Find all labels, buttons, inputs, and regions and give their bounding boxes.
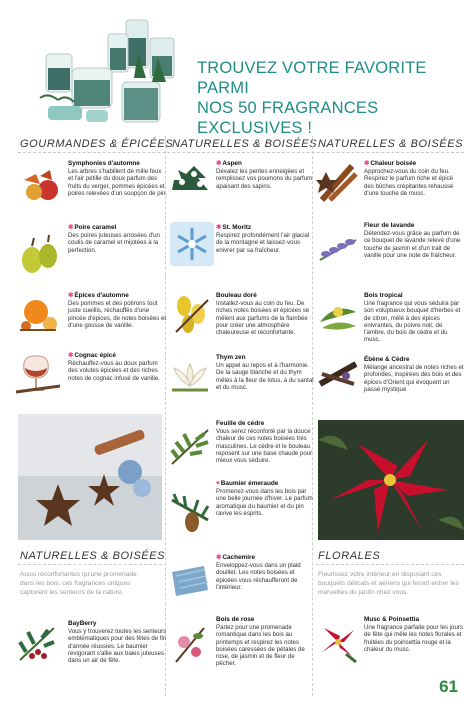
ebony-wood-icon: [316, 354, 360, 394]
fragrance-description: Partez pour une promenade romantique dans les bois au printemps et respirez les notes boisées caressées de pétales de rose, de jasmin et de fleur de pêcher.: [216, 624, 305, 668]
fragrance-thym: [216, 354, 316, 391]
candles-photo: [38, 8, 186, 128]
fragrance-name: Symphonies d'automne: [68, 160, 140, 167]
fragrance-name: Poire caramel: [74, 224, 117, 231]
fragrance-moritz: [216, 224, 316, 254]
fragrance-poire: [68, 224, 168, 254]
lotus-icon: [168, 356, 212, 396]
fragrance-chaleur: [364, 160, 464, 197]
fragrance-description: Des poires juteuses arrosées d'un coulis de caramel et mijotées à la perfection.: [68, 232, 160, 254]
column-title-naturelles-1: NATURELLES & BOISÉES: [172, 138, 318, 150]
heart-icon: ♥: [216, 480, 220, 487]
star-icon: ✱: [68, 352, 74, 359]
section-divider: [316, 564, 464, 565]
fragrance-description: Des pommes et des potirons tout juste cueillis, réchauffés d'une pincée d'épices, de notes boisées et d'une gousse de vanille.: [68, 300, 167, 329]
fragrance-symphonies: [68, 160, 168, 197]
fragrance-name: Aspen: [222, 160, 242, 167]
fragrance-name: Épices d'automne: [74, 292, 129, 299]
fragrance-name: BayBerry: [68, 620, 97, 627]
fragrance-tropical: [364, 292, 464, 344]
fragrance-name: Bois tropical: [364, 292, 403, 299]
section-title-naturelles: NATURELLES & BOISÉES: [20, 550, 166, 562]
fragrance-name: Cachemire: [222, 554, 256, 561]
fragrance-lavande: [364, 222, 464, 259]
pine-snow-icon: [168, 160, 212, 200]
column-divider: [312, 136, 313, 696]
star-icon: ✱: [68, 292, 74, 299]
snowflake-icon: [170, 222, 214, 262]
header-divider: [18, 152, 464, 153]
fragrance-bouleau: [216, 292, 316, 336]
column-title-naturelles-2: NATURELLES & BOISÉES: [318, 138, 464, 150]
fragrance-epices: [68, 292, 168, 329]
cinnamon-sticks-icon: [316, 160, 360, 200]
fragrance-cognac: [68, 352, 168, 382]
rose-branch-icon: [168, 622, 212, 662]
star-anise-photo: [18, 414, 162, 540]
fragrance-name: Cognac épicé: [74, 352, 116, 359]
fragrance-baumier: [216, 480, 316, 517]
fragrance-name: Baumier émeraude: [220, 480, 279, 487]
fragrance-cedre: [216, 420, 316, 464]
fragrance-description: Respirez profondément l'air glacial de la montagne et laissez-vous enivrer par sa fraîcheur.: [216, 232, 310, 254]
star-icon: ✱: [364, 160, 370, 167]
lavender-icon: [316, 226, 360, 266]
pear-icon: [16, 232, 60, 272]
bayberry-icon: [14, 622, 58, 662]
page-title-line1: TROUVEZ VOTRE FAVORITE PARMI: [197, 59, 427, 97]
fragrance-rose: [216, 616, 316, 668]
fragrance-description: Un appel au repos et à l'harmonie. De la sauge blanche et du thym mêlés à la fleur de lotus, à du santal et du musc.: [216, 362, 314, 391]
fragrance-cachemire: [216, 554, 316, 591]
poinsettia-photo: [318, 420, 464, 540]
fragrance-name: Fleur de lavande: [364, 222, 415, 229]
fragrance-name: St. Moritz: [222, 224, 252, 231]
autumn-fruit-icon: [18, 166, 62, 206]
fragrance-description: Installez-vous au coin du feu. De riches notes boisées et épicées se mêlent aux parfums de la flambée pour créer une atmosphère chaleureuse et réconfortante.: [216, 300, 310, 337]
birch-leaves-icon: [170, 292, 214, 332]
fragrance-description: Détendez-vous grâce au parfum de ce bouquet de lavande relevé d'une touche de jasmin et d'un trait de vanille pour une note de fraîcheur.: [364, 230, 461, 259]
fragrance-description: Dévalez les pentes enneigées et remplissez vos poumons du parfum apaisant des sapins.: [216, 168, 313, 190]
page-title-line2: NOS 50 FRAGRANCES EXCLUSIVES !: [197, 99, 379, 137]
fragrance-bayberry: [68, 620, 168, 664]
section-divider: [18, 564, 162, 565]
cedar-branch-icon: [168, 424, 212, 464]
orange-spice-icon: [16, 294, 60, 334]
pine-cone-icon: [168, 490, 212, 530]
fragrance-description: Approchez-vous du coin du feu. Respirez le parfum riche et épicé des bûches crépitantes rehaussé d'une touche de musc.: [364, 168, 454, 197]
fragrance-description: Vous serez réconforté par la douce chaleur de ces notes boisées très masculines. Le cèdre et le bouleau reposent sur une base chaude pour mieux vous séduire.: [216, 428, 313, 465]
column-title-gourmandes: GOURMANDES & ÉPICÉES: [20, 138, 174, 150]
fragrance-musc: [364, 616, 464, 653]
fragrance-name: Bois de rose: [216, 616, 255, 623]
fragrance-name: Bouleau doré: [216, 292, 257, 299]
page-title: [197, 58, 467, 138]
star-icon: ✱: [216, 554, 222, 561]
page-number: 61: [439, 677, 458, 696]
section-intro-florales: Fleurissez votre intérieur en disposant ces bouquets délicats et aériens qui feront entrer les merveilles du jardin chez vous.: [318, 571, 459, 597]
fragrance-description: Vous y trouverez toutes les senteurs emblématiques pour des fêtes de fin d'année réussies. Le baumier revigorant s'allie aux baies juteuses dans un air de fête.: [68, 628, 167, 665]
section-intro-naturelles: Aussi réconfortantes qu'une promenade dans les bois, ces fragrances uniques capturent les senteurs de la nature.: [20, 571, 137, 597]
fragrance-name: Thym zen: [216, 354, 246, 361]
tropical-leaves-icon: [316, 292, 360, 332]
cognac-glass-icon: [14, 352, 58, 392]
fragrance-name: Ébène & Cèdre: [364, 356, 410, 363]
fragrance-name: Chaleur boisée: [370, 160, 417, 167]
fragrance-description: Mélange ancestral de notes riches et profondes, inspirées des bois et des épices d'Orient qui évoquent un passé mystique: [364, 364, 464, 393]
fragrance-aspen: [216, 160, 316, 190]
column-divider: [165, 136, 166, 696]
fragrance-name: Feuille de cèdre: [216, 420, 265, 427]
star-icon: ✱: [216, 224, 222, 231]
fragrance-description: Enveloppez-vous dans un plaid douillet. Les notes boisées et épicées vous réchaufferont de l'intérieur.: [216, 562, 301, 591]
section-title-florales: FLORALES: [318, 550, 381, 562]
fragrance-description: Une fragrance qui vous séduira par son voluptueux bouquet d'herbes et de citron, mêlé à des épices enivrantes, du poivre noir, de l'ambre, du bois de cèdre et du musc.: [364, 300, 461, 344]
cashmere-blanket-icon: [168, 560, 212, 600]
fragrance-ebene: [364, 356, 464, 393]
star-icon: ✱: [216, 160, 222, 167]
fragrance-description: Les arbres s'habillent de mille feux et l'air pétille du doux parfum des fruits du verger, pommes épicées et poires relevées d'un soupçon de pin.: [68, 168, 168, 197]
fragrance-description: Promenez-vous dans les bois par une belle journée d'hiver. Le parfum aromatique du baumier et du pin ravive les esprits.: [216, 488, 313, 517]
poinsettia-small-icon: [316, 620, 360, 660]
star-icon: ✱: [68, 224, 74, 231]
fragrance-description: Réchauffez-vous au doux parfum des volutes épicées et des riches notes de cognac infusé de vanille.: [68, 360, 160, 382]
fragrance-name: Musc & Poinsettia: [364, 616, 420, 623]
fragrance-description: Une fragrance parfaite pour les jours de fête qui mêle les notes florales et fruitées du poinsettia rouge et la chaleur du musc.: [364, 624, 463, 653]
